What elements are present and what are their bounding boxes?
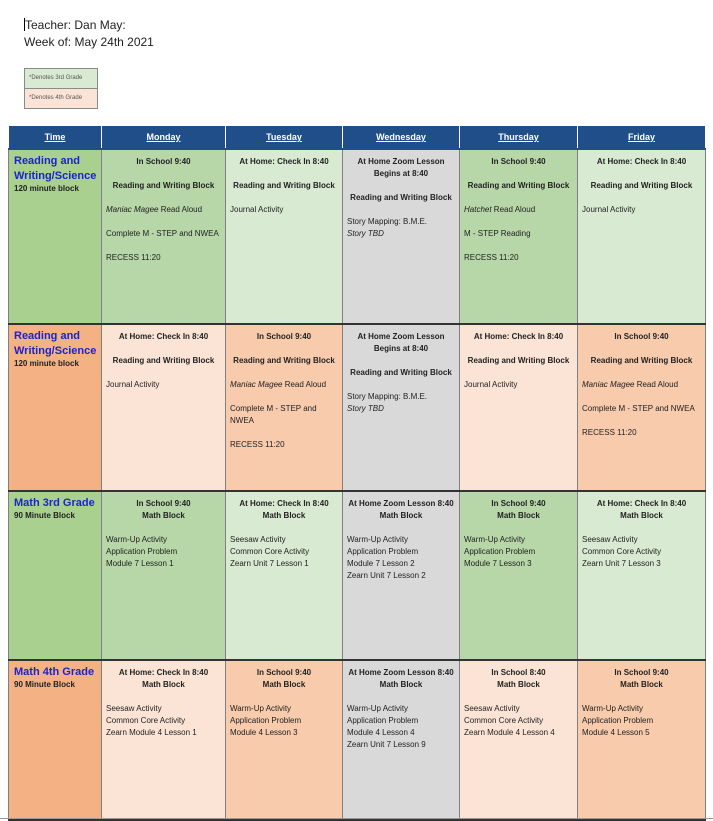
cell-line: Warm-Up Activity [464,535,526,544]
cell-line: Application Problem [230,716,302,725]
spacer [106,691,221,703]
cell-line: In School 9:40 [136,499,191,508]
grade-legend [24,68,98,109]
book-title: Maniac Magee [582,380,635,389]
cell-line: At Home Zoom Lesson Begins at 8:40 [357,157,445,178]
cell-line: Warm-Up Activity [347,535,409,544]
cell-line: Application Problem [464,547,536,556]
cell-line: Reading and Writing Block [350,193,452,202]
schedule-cell [578,491,706,660]
cell-line: At Home: Check In 8:40 [239,157,329,166]
spacer [464,691,573,703]
spacer [347,691,455,703]
cell-line: Complete M - STEP and NWEA [230,404,317,425]
cell-line: M - STEP Reading [464,229,531,238]
cell-line: Module 4 Lesson 3 [230,728,298,737]
schedule-cell [578,324,706,491]
spacer [230,367,338,379]
cell-line: RECESS 11:20 [582,428,637,437]
spacer [230,522,338,534]
cell-line: Math Block [379,680,423,689]
week-line: Week of: May 24th 2021 [24,35,154,49]
cell-line: Story Mapping: B.M.E. [347,392,428,401]
schedule-cell [460,324,578,491]
spacer [230,192,338,204]
row-duration: 90 Minute Block [14,511,75,520]
schedule-cell [343,149,460,324]
cell-line: Reading and Writing Block [112,181,215,190]
schedule-cell [226,660,343,820]
spacer [230,427,338,439]
spacer [230,691,338,703]
spacer [347,379,455,391]
cell-line: RECESS 11:20 [464,253,519,262]
cell-line: Story TBD [347,229,384,238]
spacer [230,343,338,355]
cell-line: Zearn Unit 7 Lesson 1 [230,559,309,568]
row-duration: 120 minute block [14,359,79,368]
cell-line: Zearn Module 4 Lesson 1 [106,728,197,737]
cell-line: Common Core Activity [464,716,544,725]
spacer [582,691,701,703]
cell-line: Warm-Up Activity [230,704,292,713]
cell-line: Zearn Unit 7 Lesson 3 [582,559,661,568]
spacer [582,391,701,403]
spacer [464,367,573,379]
book-title: Maniac Magee [230,380,283,389]
cell-line: Application Problem [347,547,419,556]
spacer [464,168,573,180]
cell-line: Zearn Module 4 Lesson 4 [464,728,555,737]
cell-line: Story Mapping: B.M.E. [347,217,428,226]
cell-line: Zearn Unit 7 Lesson 2 [347,571,426,580]
cell-line: Application Problem [106,547,178,556]
cell-line: Reading and Writing Block [350,368,452,377]
cell-line: Module 4 Lesson 4 [347,728,415,737]
cell-line: Reading and Writing Block [590,181,693,190]
schedule-cell [460,149,578,324]
teacher-text: Teacher: Dan May: [25,18,126,32]
schedule-cell [102,149,226,324]
row-title: Reading and Writing/Science [14,155,97,182]
spacer [347,522,455,534]
row-header [9,491,102,660]
schedule-cell [343,491,460,660]
cell-line: At Home Zoom Lesson Begins at 8:40 [357,332,445,353]
cell-line: Common Core Activity [230,547,310,556]
cell-line: Reading and Writing Block [233,356,335,365]
row-header [9,660,102,820]
schedule-cell [226,491,343,660]
schedule-cell [460,491,578,660]
spacer [464,522,573,534]
col-monday: Monday [102,126,226,150]
cell-line: Seesaw Activity [582,535,638,544]
cell-line: Application Problem [582,716,654,725]
schedule-row [9,149,706,324]
schedule-cell [460,660,578,820]
cell-line: At Home: Check In 8:40 [118,668,209,677]
cell-line: Reading and Writing Block [467,181,570,190]
cell-line: In School 9:40 [614,332,669,341]
cell-line: RECESS 11:20 [106,253,161,262]
spacer [582,343,701,355]
col-thursday: Thursday [460,126,578,150]
cell-line: Reading and Writing Block [467,356,570,365]
schedule-cell [226,149,343,324]
cell-line: Math Block [497,680,540,689]
cell-line: Module 7 Lesson 1 [106,559,174,568]
teacher-line [24,18,126,32]
cell-line: Math Block [379,511,423,520]
cell-line: Journal Activity [230,205,284,214]
cell-line: Reading and Writing Block [112,356,215,365]
cell-line: In School 9:40 [256,332,312,341]
header-row [9,126,706,150]
spacer [582,192,701,204]
cell-line: At Home: Check In 8:40 [473,332,564,341]
cell-line: Common Core Activity [582,547,662,556]
cell-line: Module 4 Lesson 5 [582,728,650,737]
spacer [230,391,338,403]
cell-line: Reading and Writing Block [590,356,693,365]
col-tuesday: Tuesday [226,126,343,150]
cell-line: At Home Zoom Lesson 8:40 [348,668,454,677]
cell-line: Math Block [620,511,663,520]
col-wednesday: Wednesday [343,126,460,150]
cell-line: Hatchet Read Aloud [464,205,536,214]
row-title: Math 4th Grade [14,666,95,678]
cell-line: Story TBD [347,404,384,413]
book-title: Hatchet [464,205,492,214]
schedule-row [9,660,706,820]
cell-line: Warm-Up Activity [347,704,409,713]
cell-line: In School 9:40 [256,668,312,677]
cell-line: Journal Activity [582,205,636,214]
cell-line: Seesaw Activity [230,535,286,544]
row-duration: 90 Minute Block [14,680,75,689]
spacer [106,216,221,228]
cell-line: Common Core Activity [106,716,186,725]
cell-line: Application Problem [347,716,419,725]
cell-line: At Home: Check In 8:40 [118,332,209,341]
schedule-cell [226,324,343,491]
schedule-cell [578,149,706,324]
spacer [464,216,573,228]
spacer [106,192,221,204]
cell-line: Reading and Writing Block [233,181,335,190]
cell-line: Zearn Unit 7 Lesson 9 [347,740,426,749]
cell-line: Math Block [142,511,185,520]
spacer [106,168,221,180]
schedule-cell [102,324,226,491]
cell-line: Seesaw Activity [106,704,162,713]
cell-line: In School 9:40 [491,499,546,508]
cell-line: Seesaw Activity [464,704,520,713]
cell-line: At Home Zoom Lesson 8:40 [348,499,454,508]
schedule-cell [102,491,226,660]
cell-line: Math Block [262,680,306,689]
cell-line: Module 7 Lesson 3 [464,559,532,568]
schedule-cell [343,324,460,491]
spacer [464,192,573,204]
spacer [347,180,455,192]
spacer [582,522,701,534]
cell-line: Maniac Magee Read Aloud [106,205,203,214]
schedule-row [9,491,706,660]
cell-line: Journal Activity [464,380,518,389]
spacer [347,355,455,367]
row-duration: 120 minute block [14,184,79,193]
cell-line: In School 8:40 [491,668,546,677]
row-title: Math 3rd Grade [14,497,95,509]
cell-line: Math Block [620,680,663,689]
cell-line: Complete M - STEP and NWEA [582,404,695,413]
spacer [582,168,701,180]
cell-line: At Home: Check In 8:40 [596,157,687,166]
weekly-schedule-table [8,125,706,821]
legend-4th-grade: *Denotes 4th Grade [25,89,97,108]
cell-line: Math Block [497,511,540,520]
spacer [464,343,573,355]
spacer [582,415,701,427]
spacer [347,204,455,216]
row-title: Reading and Writing/Science [14,330,97,357]
spacer [464,240,573,252]
cell-line: Warm-Up Activity [582,704,644,713]
schedule-cell [578,660,706,820]
spacer [230,168,338,180]
legend-3rd-grade: *Denotes 3rd Grade [25,69,97,89]
cell-line: Math Block [262,511,306,520]
cell-line: Complete M - STEP and NWEA [106,229,219,238]
spacer [106,240,221,252]
cell-line: Warm-Up Activity [106,535,168,544]
cell-line: Module 7 Lesson 2 [347,559,415,568]
spacer [106,343,221,355]
schedule-cell [102,660,226,820]
schedule-row [9,324,706,491]
cell-line: RECESS 11:20 [230,440,285,449]
cell-line: At Home: Check In 8:40 [239,499,329,508]
cell-line: At Home: Check In 8:40 [596,499,687,508]
col-time: Time [9,126,102,150]
cell-line: In School 9:40 [136,157,191,166]
schedule-cell [343,660,460,820]
cell-line: Maniac Magee Read Aloud [230,380,327,389]
cell-line: In School 9:40 [491,157,546,166]
spacer [582,367,701,379]
row-header [9,149,102,324]
cell-line: In School 9:40 [614,668,669,677]
page-bottom-edge [0,818,713,819]
cell-line: Math Block [142,680,185,689]
book-title: Maniac Magee [106,205,159,214]
cell-line: Journal Activity [106,380,160,389]
cell-line: Maniac Magee Read Aloud [582,380,679,389]
spacer [106,367,221,379]
col-friday: Friday [578,126,706,150]
row-header [9,324,102,491]
spacer [106,522,221,534]
